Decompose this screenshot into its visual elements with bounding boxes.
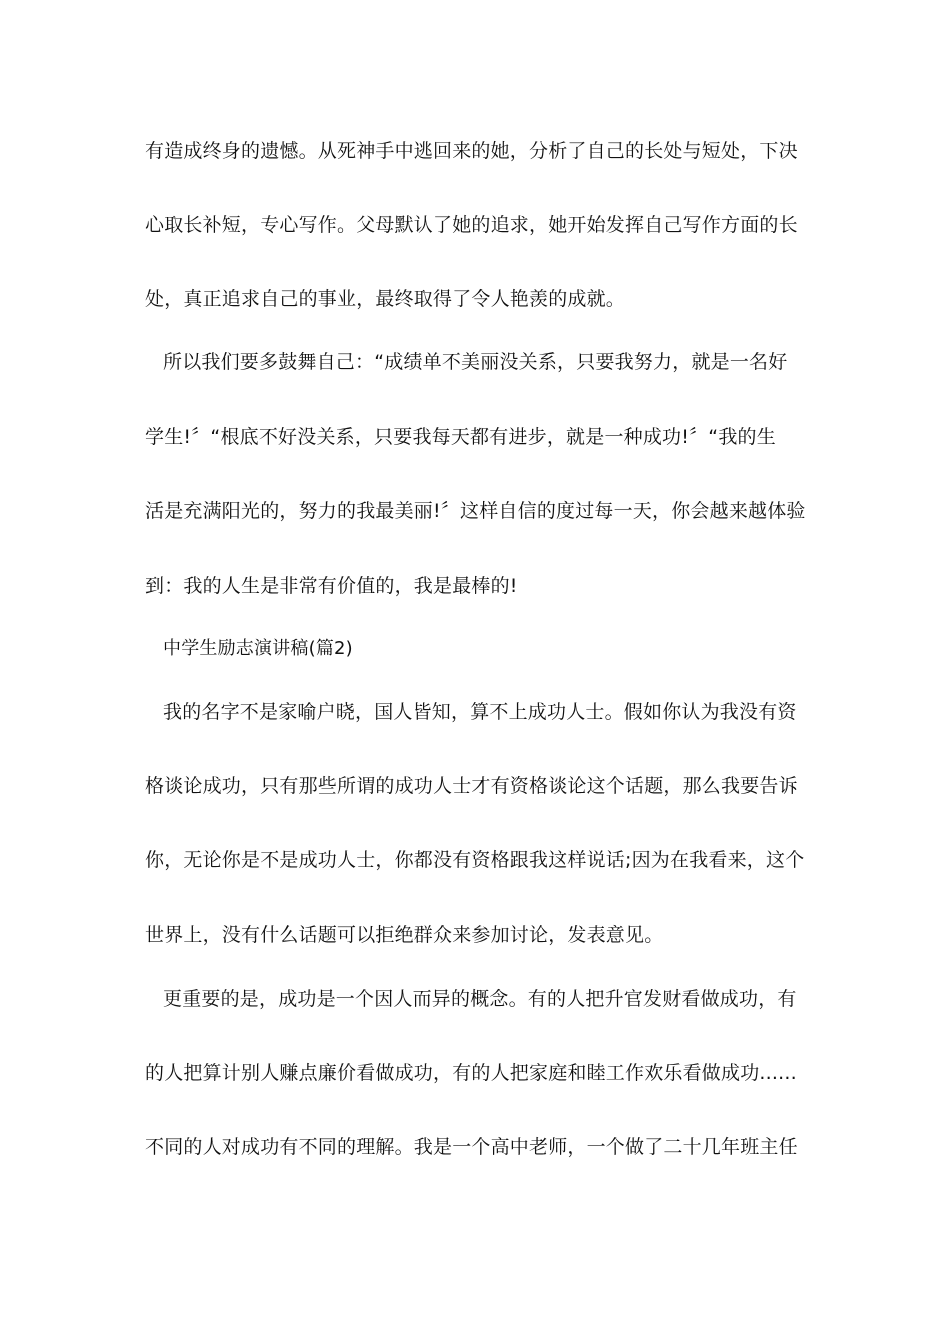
text-line: 不同的人对成功有不同的理解。我是一个高中老师，一个做了二十几年班主任: [145, 1136, 798, 1158]
text-line: 处，真正追求自己的事业，最终取得了令人艳羡的成就。: [145, 288, 626, 310]
text-line: 活是充满阳光的，努力的我最美丽!〞这样自信的度过每一天，你会越来越体验: [145, 500, 806, 522]
text-line: 的人把算计别人赚点廉价看做成功，有的人把家庭和睦工作欢乐看做成功......: [145, 1062, 797, 1084]
text-line: 所以我们要多鼓舞自己：“成绩单不美丽没关系，只要我努力，就是一名好: [163, 351, 788, 373]
text-line: 有造成终身的遗憾。从死神手中逃回来的她，分析了自己的长处与短处，下决: [145, 140, 798, 162]
text-line: 更重要的是，成功是一个因人而异的概念。有的人把升官发财看做成功，有: [163, 988, 797, 1010]
text-line: 我的名字不是家喻户晓，国人皆知，算不上成功人士。假如你认为我没有资: [163, 701, 797, 723]
text-line: 到：我的人生是非常有价值的，我是最棒的!: [145, 575, 518, 597]
text-line: 心取长补短，专心写作。父母默认了她的追求，她开始发挥自己写作方面的长: [145, 214, 798, 236]
text-line: 学生!〞“根底不好没关系，只要我每天都有进步，就是一种成功!〞“我的生: [145, 426, 776, 448]
text-line: 世界上，没有什么话题可以拒绝群众来参加讨论，发表意见。: [145, 924, 664, 946]
text-line: 格谈论成功，只有那些所谓的成功人士才有资格谈论这个话题，那么我要告诉: [145, 775, 798, 797]
section-heading: 中学生励志演讲稿(篇2): [163, 638, 353, 659]
text-line: 你，无论你是不是成功人士，你都没有资格跟我这样说话;因为在我看来，这个: [145, 849, 805, 871]
